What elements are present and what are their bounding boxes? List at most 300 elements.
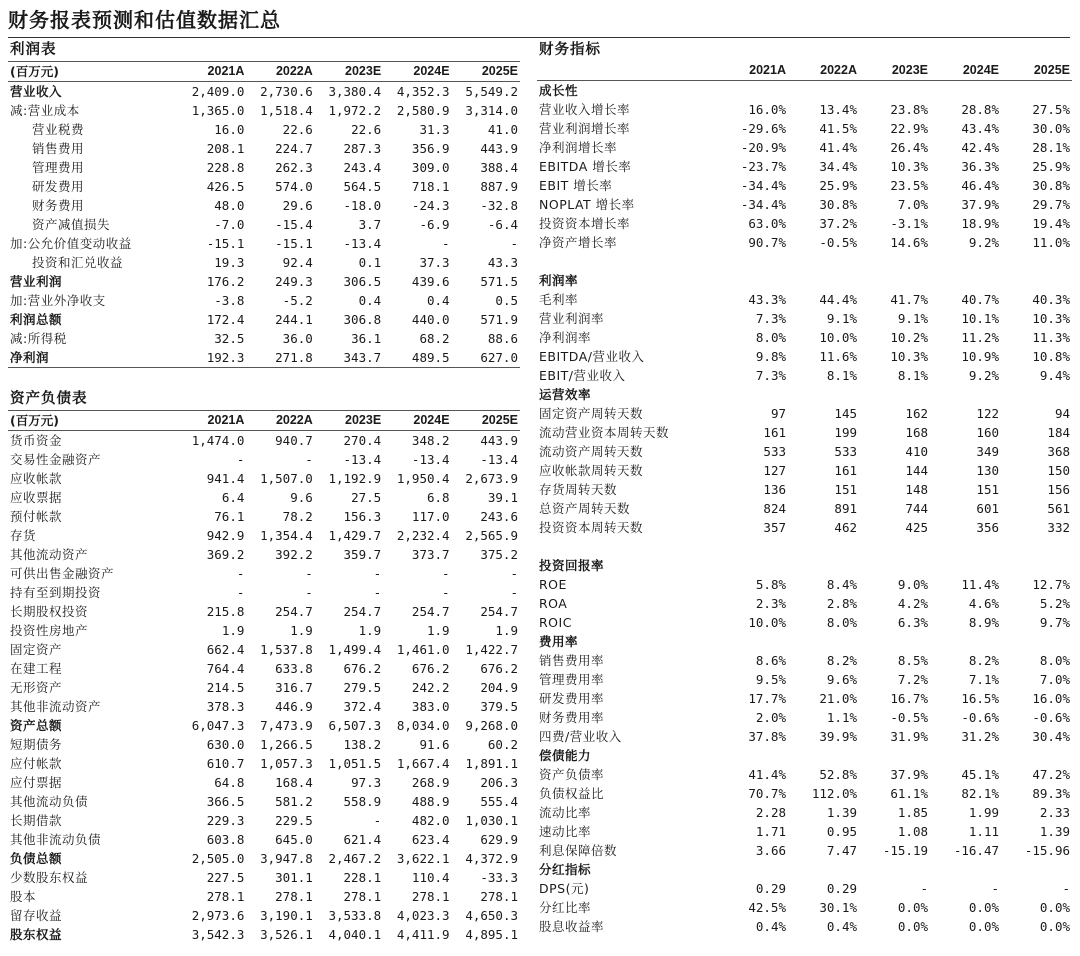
table-row [8,583,520,602]
cell-value: 3.7 [358,217,382,232]
cell-value [859,252,930,271]
cell-value: 439.6 [411,274,450,289]
cell-value: -34.4% [740,197,786,212]
cell-value: 278.1 [480,889,518,904]
cell-value [788,632,859,651]
cell-value: 156.3 [343,509,382,524]
cell-value: 7,473.9 [260,718,313,733]
cell-value: 97 [770,406,786,421]
row-label: 投资回报率 [539,558,605,573]
cell-value: 9,268.0 [465,718,518,733]
row-label: 货币资金 [10,433,63,448]
row-label: ROIC [539,615,572,630]
cell-value: -15.19 [882,843,928,858]
balance-sheet-title: 资产负债表 [8,388,520,411]
row-label: 分红比率 [539,900,592,915]
cell-value: - [510,585,518,600]
cell-value [788,746,859,765]
cell-value: 744 [905,501,928,516]
cell-value: -0.5% [890,710,928,725]
cell-value: 4,650.3 [465,908,518,923]
table-row [537,898,1072,917]
cell-value: 1.9 [358,623,382,638]
cell-value: 581.2 [275,794,313,809]
cell-value: 30.0% [1032,121,1070,136]
cell-value: 204.9 [480,680,518,695]
table-row [8,640,520,659]
row-label: 应收帐款周转天数 [539,463,644,478]
cell-value: 359.7 [343,547,382,562]
cell-value [859,860,930,879]
cell-value: 43.4% [961,121,999,136]
cell-value: 1,667.4 [396,756,450,771]
cell-value: 8.9% [968,615,999,630]
table-row [8,139,520,158]
row-label: ROE [539,577,567,592]
cell-value: 41.4% [819,140,857,155]
cell-value: 630.0 [206,737,245,752]
cell-value: -0.6% [961,710,999,725]
cell-value: -13.4 [343,236,382,251]
cell-value: 148 [905,482,928,497]
page-title: 财务报表预测和估值数据汇总 [8,8,281,32]
cell-value [930,252,1001,271]
column-header-year: 2023E [859,61,930,81]
column-header-year: 2023E [315,411,383,431]
cell-value: -0.6% [1032,710,1070,725]
row-label: 股东权益 [10,927,63,942]
table-row [8,215,520,234]
cell-value: 3,190.1 [260,908,313,923]
cell-value: 4,040.1 [328,927,382,942]
cell-value [788,271,859,290]
cell-value: 0.5 [495,293,518,308]
cell-value: 244.1 [275,312,313,327]
cell-value: 8.1% [826,368,857,383]
row-label: 销售费用率 [539,653,605,668]
cell-value: 268.9 [411,775,450,790]
cell-value: 0.4% [755,919,786,934]
cell-value: 1,057.3 [260,756,313,771]
cell-value: -15.1 [206,236,245,251]
table-row [8,431,520,451]
cell-value [930,632,1001,651]
cell-value: 718.1 [411,179,450,194]
cell-value: 16.5% [961,691,999,706]
cell-value: 36.1 [351,331,382,346]
cell-value: 633.8 [275,661,313,676]
cell-value: 887.9 [480,179,518,194]
cell-value: 372.4 [343,699,382,714]
cell-value: 440.0 [411,312,450,327]
cell-value: 482.0 [411,813,450,828]
cell-value: 26.4% [890,140,928,155]
cell-value: 41.4% [748,767,786,782]
cell-value [930,556,1001,575]
table-row [537,765,1072,784]
cell-value: 25.9% [1032,159,1070,174]
cell-value: 8.5% [897,653,928,668]
cell-value: 378.3 [206,699,245,714]
table-row [537,442,1072,461]
cell-value: 7.0% [897,197,928,212]
cell-value: 10.1% [961,311,999,326]
cell-value: 1,972.2 [328,103,382,118]
table-row [8,469,520,488]
table-row [537,385,1072,404]
cell-value: 7.47 [826,843,857,858]
cell-value [930,271,1001,290]
cell-value: 8.6% [755,653,786,668]
row-label: EBIT 增长率 [539,178,613,193]
cell-value: 489.5 [383,348,451,368]
cell-value: 43.3 [487,255,518,270]
cell-value: 309.0 [411,160,450,175]
cell-value: 37.2% [819,216,857,231]
cell-value: 676.2 [480,661,518,676]
cell-value: 8.0% [1039,653,1070,668]
cell-value: -34.4% [740,178,786,193]
cell-value: 192.3 [178,348,246,368]
row-label: 应收票据 [10,490,63,505]
cell-value: -6.4 [487,217,518,232]
cell-value: 3,380.4 [328,84,382,99]
cell-value: 0.95 [826,824,857,839]
cell-value: 42.5% [748,900,786,915]
cell-value: 1,507.0 [260,471,313,486]
cell-value: 162 [905,406,928,421]
cell-value [1001,556,1072,575]
cell-value: 0.0% [968,919,999,934]
cell-value: 3,314.0 [465,103,518,118]
cell-value: 373.7 [411,547,450,562]
cell-value: 168.4 [275,775,313,790]
cell-value [717,385,788,404]
cell-value: 676.2 [343,661,382,676]
cell-value: 112.0% [811,786,857,801]
cell-value: 11.6% [819,349,857,364]
table-row [8,830,520,849]
row-label [537,537,717,556]
row-label: EBITDA 增长率 [539,159,632,174]
row-label: 留存收益 [10,908,63,923]
cell-value: 5.2% [1039,596,1070,611]
table-row [537,499,1072,518]
column-header-year: 2022A [246,411,314,431]
cell-value: 254.7 [411,604,450,619]
cell-value: -24.3 [411,198,450,213]
cell-value: 1.39 [826,805,857,820]
row-label: 存货周转天数 [539,482,618,497]
table-row [537,366,1072,385]
cell-value: 1.9 [290,623,313,638]
row-label: 固定资产周转天数 [539,406,644,421]
cell-value: 45.1% [961,767,999,782]
cell-value: 41.7% [890,292,928,307]
cell-value [1001,81,1072,101]
row-label: 固定资产 [10,642,63,657]
cell-value: 0.0% [897,900,928,915]
row-label: 营业收入 [10,84,63,99]
cell-value: - [373,566,382,581]
cell-value: 229.3 [206,813,245,828]
table-row [537,632,1072,651]
table-row [537,309,1072,328]
row-label: 资产减值损失 [32,217,111,232]
cell-value: 2,467.2 [328,851,382,866]
cell-value: 2.0% [755,710,786,725]
cell-value: 2.8% [826,596,857,611]
column-header-year: 2025E [1001,61,1072,81]
cell-value: 21.0% [819,691,857,706]
cell-value: 4,411.9 [396,927,450,942]
table-row [537,176,1072,195]
row-label: 交易性金融资产 [10,452,102,467]
cell-value: 29.6 [282,198,313,213]
cell-value: 9.4% [1039,368,1070,383]
cell-value: 533 [834,444,857,459]
table-row [8,82,520,102]
table-row [8,564,520,583]
cell-value: 462 [834,520,857,535]
table-row [537,613,1072,632]
cell-value: 1,354.4 [260,528,313,543]
cell-value: 941.4 [206,471,245,486]
cell-value: 349 [976,444,999,459]
row-label: 可供出售金融资产 [10,566,115,581]
cell-value: 2.28 [755,805,786,820]
cell-value: 11.3% [1032,330,1070,345]
cell-value: 9.1% [897,311,928,326]
cell-value: 138.2 [343,737,382,752]
cell-value: 89.3% [1032,786,1070,801]
table-row [537,195,1072,214]
table-row [537,841,1072,860]
cell-value: 443.9 [480,141,518,156]
cell-value: - [920,881,928,896]
column-header-unit: (百万元) [8,411,178,431]
cell-value: 824 [763,501,786,516]
cell-value: 32.5 [214,331,245,346]
cell-value: 8.2% [968,653,999,668]
cell-value: - [236,585,245,600]
table-row [8,906,520,925]
cell-value: 228.1 [343,870,382,885]
cell-value: 1.39 [1039,824,1070,839]
table-row [537,689,1072,708]
table-row [537,233,1072,252]
column-header-year: 2022A [246,62,314,82]
cell-value [788,860,859,879]
cell-value: -18.0 [343,198,382,213]
cell-value: 555.4 [480,794,518,809]
row-label: 四费/营业收入 [539,729,622,744]
row-label: NOPLAT 增长率 [539,197,635,212]
row-label: 营业税费 [32,122,85,137]
cell-value: 90.7% [748,235,786,250]
cell-value: 37.9% [961,197,999,212]
balance-sheet-table [8,411,520,944]
cell-value: 228.8 [206,160,245,175]
cell-value: 369.2 [206,547,245,562]
cell-value: 6,047.3 [191,718,245,733]
cell-value: 19.4% [1032,216,1070,231]
column-header-year: 2024E [383,62,451,82]
table-row [537,328,1072,347]
cell-value: 10.3% [1032,311,1070,326]
cell-value: 122 [976,406,999,421]
cell-value: 332 [1047,520,1070,535]
cell-value: 392.2 [275,547,313,562]
cell-value: - [305,452,313,467]
table-row [537,252,1072,271]
cell-value [859,746,930,765]
income-statement-panel [8,39,520,368]
cell-value: 63.0% [748,216,786,231]
cell-value [717,81,788,101]
cell-value: 1,365.0 [191,103,245,118]
cell-value: 3,526.1 [260,927,313,942]
cell-value: 316.7 [275,680,313,695]
cell-value: 227.5 [206,870,245,885]
cell-value: -13.4 [343,452,382,467]
table-row [8,507,520,526]
table-row [8,101,520,120]
cell-value: 356 [976,520,999,535]
cell-value: 130 [976,463,999,478]
cell-value [930,81,1001,101]
cell-value: 10.8% [1032,349,1070,364]
cell-value: 64.8 [214,775,245,790]
row-label: 应收帐款 [10,471,63,486]
cell-value: -33.3 [480,870,518,885]
cell-value: 1,950.4 [396,471,450,486]
cell-value: 9.5% [755,672,786,687]
cell-value: 446.9 [275,699,313,714]
cell-value: 0.0% [1039,919,1070,934]
cell-value: 34.4% [819,159,857,174]
row-label: 速动比率 [539,824,592,839]
cell-value: 8.2% [826,653,857,668]
cell-value: - [236,452,245,467]
cell-value: 10.0% [748,615,786,630]
table-row [8,659,520,678]
row-label: 营业利润率 [539,311,605,326]
row-label: 其他非流动资产 [10,699,102,714]
cell-value: 160 [976,425,999,440]
cell-value: 19.3 [214,255,245,270]
table-row [8,735,520,754]
cell-value: 4.2% [897,596,928,611]
row-label: 股本 [10,889,37,904]
cell-value: 278.1 [275,889,313,904]
cell-value: - [442,585,450,600]
cell-value: 279.5 [343,680,382,695]
cell-value: 343.7 [315,348,383,368]
cell-value: - [510,236,518,251]
cell-value: 388.4 [480,160,518,175]
cell-value: 60.2 [487,737,518,752]
cell-value: 16.0 [214,122,245,137]
cell-value: 243.4 [343,160,382,175]
cell-value: 278.1 [206,889,245,904]
cell-value: 117.0 [411,509,450,524]
cell-value: 27.5 [351,490,382,505]
cell-value [788,556,859,575]
cell-value: 262.3 [275,160,313,175]
row-label: 长期股权投资 [10,604,89,619]
cell-value: 215.8 [206,604,245,619]
cell-value: 4,352.3 [396,84,450,99]
cell-value: 11.2% [961,330,999,345]
column-header-year: 2022A [788,61,859,81]
cell-value: 426.5 [206,179,245,194]
cell-value [788,537,859,556]
cell-value: -20.9% [740,140,786,155]
cell-value: 2,673.9 [465,471,518,486]
cell-value [859,537,930,556]
row-label: 毛利率 [539,292,579,307]
cell-value: 1,461.0 [396,642,450,657]
cell-value [717,746,788,765]
table-row [8,253,520,272]
cell-value: 44.4% [819,292,857,307]
row-label: 资产总额 [10,718,63,733]
cell-value: 172.4 [206,312,245,327]
row-label: 投资性房地产 [10,623,89,638]
table-row [8,177,520,196]
cell-value: 29.7% [1032,197,1070,212]
cell-value: 30.8% [819,197,857,212]
table-row [8,329,520,348]
row-label: 财务费用率 [539,710,605,725]
cell-value: 383.0 [411,699,450,714]
table-row [537,708,1072,727]
cell-value: 1.9 [495,623,518,638]
cell-value [1001,252,1072,271]
column-header-year: 2021A [178,411,246,431]
table-row [8,621,520,640]
cell-value [859,81,930,101]
cell-value: 61.1% [890,786,928,801]
cell-value: 8.4% [826,577,857,592]
row-label: 销售费用 [32,141,85,156]
cell-value: 5,549.2 [465,84,518,99]
cell-value: 1.71 [755,824,786,839]
cell-value: 601 [976,501,999,516]
cell-value: 942.9 [206,528,245,543]
cell-value: 16.7% [890,691,928,706]
table-row [537,537,1072,556]
cell-value: -5.2 [282,293,313,308]
cell-value: 22.6 [351,122,382,137]
row-label: 少数股东权益 [10,870,89,885]
row-label: 投资资本周转天数 [539,520,644,535]
cell-value: 3,947.8 [260,851,313,866]
cell-value: 571.5 [480,274,518,289]
cell-value: -13.4 [411,452,450,467]
cell-value: 47.2% [1032,767,1070,782]
cell-value: 176.2 [206,274,245,289]
row-label: 短期债务 [10,737,63,752]
cell-value: 16.0% [748,102,786,117]
cell-value: -15.1 [275,236,313,251]
title-divider [8,37,1070,38]
table-row [537,81,1072,101]
table-row [537,290,1072,309]
cell-value: 88.6 [487,331,518,346]
balance-sheet-panel [8,388,520,944]
